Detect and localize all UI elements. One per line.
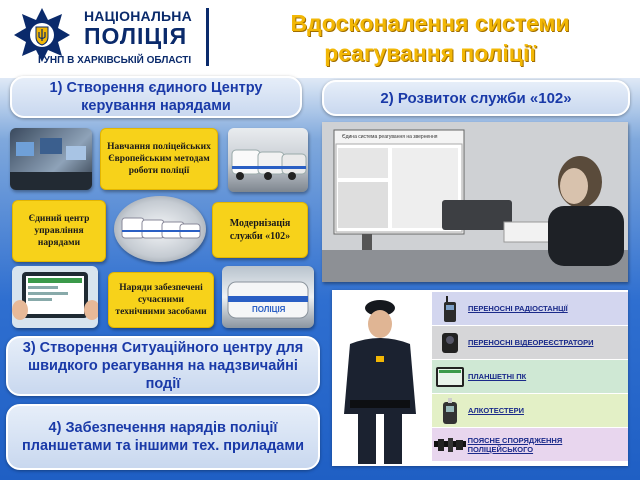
- org-subtitle: ГУНП В ХАРКІВСЬКІЙ ОБЛАСТІ: [38, 55, 192, 66]
- equipment-label: ПЕРЕНОСНІ ВІДЕОРЕЄСТРАТОРИ: [468, 338, 594, 347]
- equipment-label: ПОЯСНЕ СПОРЯДЖЕННЯ ПОЛІЦЕЙСЬКОГО: [467, 435, 563, 454]
- police-fleet-photo: [114, 196, 206, 262]
- police-vans-photo: [228, 128, 308, 192]
- section-4-label: 4) Забезпечення нарядів поліції планшетами та іншими тех. приладами: [6, 404, 320, 470]
- police-car-photo: [222, 266, 314, 328]
- dispatcher-photo: [322, 122, 628, 282]
- equipment-label: АЛКОТЕСТЕРИ: [468, 406, 524, 415]
- bodycam-icon: [432, 326, 468, 360]
- equipment-label: ПЛАНШЕТНІ ПК: [468, 372, 527, 381]
- org-name: [84, 8, 194, 48]
- note-equipped-patrols: Наряди забезпечені сучасними технічними засобами: [108, 272, 214, 328]
- equipment-panel: [332, 290, 628, 466]
- equipment-row-breathalyzer: [432, 394, 628, 428]
- org-name-line2: ПОЛІЦІЯ: [84, 23, 188, 49]
- section-3-label: 3) Створення Ситуаційного центру для швидкого реагування на надзвичайні події: [6, 336, 320, 396]
- slide-title: Вдосконалення системи реагування поліції: [290, 10, 570, 66]
- equipment-row-radio: [432, 292, 628, 326]
- equipment-row-bodycam: [432, 326, 628, 360]
- equipment-row-duty-belt: [432, 428, 628, 462]
- header-divider: [206, 8, 209, 66]
- equipment-row-tablet: [432, 360, 628, 394]
- section-2-label: 2) Розвиток служби «102»: [322, 80, 630, 116]
- tablet-photo: [12, 266, 98, 328]
- breathalyzer-icon: [432, 394, 468, 428]
- note-unified-center: Єдиний центр управління нарядами: [12, 200, 106, 262]
- radio-icon: [432, 292, 468, 326]
- tablet-icon: [432, 360, 468, 394]
- car-police-text: ПОЛІЦІЯ: [252, 305, 286, 314]
- equipment-label: ПЕРЕНОСНІ РАДІОСТАНЦІЇ: [468, 304, 568, 313]
- dispatch-screen-label: Єдина система реагування на звернення: [342, 134, 438, 140]
- section-1-label: 1) Створення єдиного Центру керування нарядами: [10, 76, 302, 118]
- note-modernization: Модернізація служби «102»: [212, 202, 308, 258]
- duty-belt-icon: [432, 428, 468, 462]
- org-name-line1: НАЦІОНАЛЬНА: [84, 8, 192, 24]
- note-training: Навчання поліцейських Європейським методам роботи поліції: [100, 128, 218, 190]
- header: [0, 0, 640, 78]
- control-room-photo: [10, 128, 92, 190]
- officer-photo: [332, 290, 428, 466]
